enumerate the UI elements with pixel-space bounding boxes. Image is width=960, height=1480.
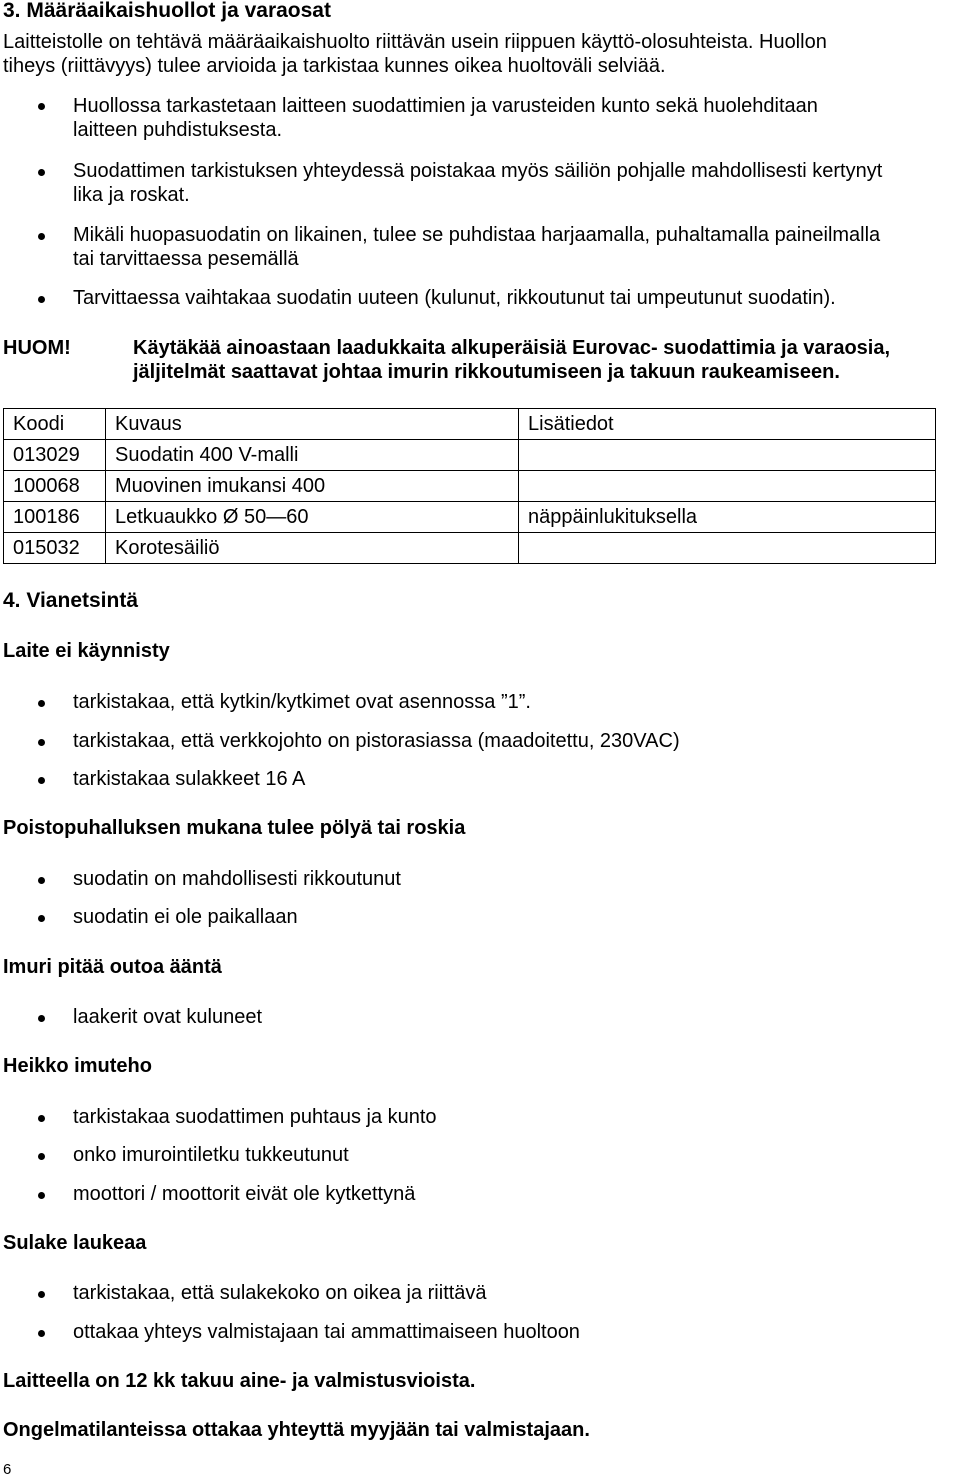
bullet-icon — [38, 169, 45, 176]
section-heading-maintenance: 3. Määräaikaishuollot ja varaosat — [3, 0, 331, 22]
spare-parts-table — [3, 408, 936, 564]
table-header-cell: Kuvaus — [106, 409, 519, 440]
bullet-icon — [38, 233, 45, 240]
note-text-line-2: jäljitelmät saattavat johtaa imurin rikkoutumiseen ja takuun raukeamiseen. — [133, 361, 840, 383]
table-row — [4, 440, 936, 471]
bullet-icon — [38, 1153, 45, 1160]
note-text-line-1: Käytäkää ainoastaan laadukkaita alkuperäisiä Eurovac- suodattimia ja varaosia, — [133, 337, 891, 359]
maintenance-bullet-1-line-2: laitteen puhdistuksesta. — [73, 119, 283, 141]
trouble-item: suodatin on mahdollisesti rikkoutunut — [73, 868, 401, 890]
bullet-icon — [38, 1115, 45, 1122]
page-number: 6 — [3, 1461, 12, 1478]
maintenance-bullet-3-line-2: tai tarvittaessa pesemällä — [73, 248, 299, 270]
maintenance-bullet-1-line-1: Huollossa tarkastetaan laitteen suodattimien ja varusteiden kunto sekä huolehditaan — [73, 95, 818, 117]
bullet-icon — [38, 700, 45, 707]
table-cell-code: 100068 — [4, 471, 106, 502]
maintenance-bullet-3-line-1: Mikäli huopasuodatin on likainen, tulee se puhdistaa harjaamalla, puhaltamalla paineilmalla — [73, 224, 881, 246]
bullet-icon — [38, 877, 45, 884]
table-row — [4, 502, 936, 533]
table-cell-info: näppäinlukituksella — [519, 502, 936, 533]
bullet-icon — [38, 103, 45, 110]
trouble-item: moottori / moottorit eivät ole kytkettynä — [73, 1183, 416, 1205]
maintenance-bullet-2-line-1: Suodattimen tarkistuksen yhteydessä poistakaa myös säiliön pohjalle mahdollisesti kertynyt — [73, 160, 883, 182]
note-label: HUOM! — [3, 337, 71, 359]
trouble-item: tarkistakaa, että kytkin/kytkimet ovat asennossa ”1”. — [73, 691, 531, 713]
table-cell-code: 013029 — [4, 440, 106, 471]
bullet-icon — [38, 739, 45, 746]
table-cell-info — [519, 533, 936, 564]
trouble-item: onko imurointiletku tukkeutunut — [73, 1144, 349, 1166]
trouble-group-title: Laite ei käynnisty — [3, 640, 170, 662]
maintenance-bullet-2-line-2: lika ja roskat. — [73, 184, 190, 206]
bullet-icon — [38, 1291, 45, 1298]
intro-paragraph-line-1: Laitteistolle on tehtävä määräaikaishuolto riittävän usein riippuen käyttö-olosuhteista. Huollon — [3, 31, 827, 53]
table-cell-description: Suodatin 400 V-malli — [106, 440, 519, 471]
table-cell-code: 100186 — [4, 502, 106, 533]
bullet-icon — [38, 1015, 45, 1022]
trouble-group-title: Heikko imuteho — [3, 1055, 152, 1077]
table-header-cell: Lisätiedot — [519, 409, 936, 440]
trouble-item: tarkistakaa, että sulakekoko on oikea ja riittävä — [73, 1282, 487, 1304]
warranty-statement: Laitteella on 12 kk takuu aine- ja valmistusvioista. — [3, 1370, 476, 1392]
trouble-group-title: Poistopuhalluksen mukana tulee pölyä tai roskia — [3, 817, 466, 839]
trouble-group-title: Sulake laukeaa — [3, 1232, 147, 1254]
maintenance-bullet-4: Tarvittaessa vaihtakaa suodatin uuteen (kulunut, rikkoutunut tai umpeutunut suodatin). — [73, 287, 836, 309]
trouble-item: laakerit ovat kuluneet — [73, 1006, 263, 1028]
table-cell-code: 015032 — [4, 533, 106, 564]
table-cell-description: Letkuaukko Ø 50—60 — [106, 502, 519, 533]
bullet-icon — [38, 296, 45, 303]
trouble-item: tarkistakaa suodattimen puhtaus ja kunto — [73, 1106, 437, 1128]
table-row — [4, 533, 936, 564]
trouble-item: tarkistakaa sulakkeet 16 A — [73, 768, 306, 790]
trouble-group-title: Imuri pitää outoa ääntä — [3, 956, 222, 978]
section-heading-troubleshooting: 4. Vianetsintä — [3, 589, 139, 612]
trouble-item: tarkistakaa, että verkkojohto on pistorasiassa (maadoitettu, 230VAC) — [73, 730, 680, 752]
table-cell-description: Korotesäiliö — [106, 533, 519, 564]
table-cell-info — [519, 440, 936, 471]
trouble-item: ottakaa yhteys valmistajaan tai ammattimaiseen huoltoon — [73, 1321, 580, 1343]
intro-paragraph-line-2: tiheys (riittävyys) tulee arvioida ja tarkistaa kunnes oikea huoltoväli selviää. — [3, 55, 666, 77]
bullet-icon — [38, 915, 45, 922]
table-row — [4, 471, 936, 502]
bullet-icon — [38, 1192, 45, 1199]
table-cell-description: Muovinen imukansi 400 — [106, 471, 519, 502]
bullet-icon — [38, 777, 45, 784]
bullet-icon — [38, 1330, 45, 1337]
table-header-row — [4, 409, 936, 440]
table-header-cell: Koodi — [4, 409, 106, 440]
table-cell-info — [519, 471, 936, 502]
contact-statement: Ongelmatilanteissa ottakaa yhteyttä myyjään tai valmistajaan. — [3, 1419, 590, 1441]
trouble-item: suodatin ei ole paikallaan — [73, 906, 298, 928]
